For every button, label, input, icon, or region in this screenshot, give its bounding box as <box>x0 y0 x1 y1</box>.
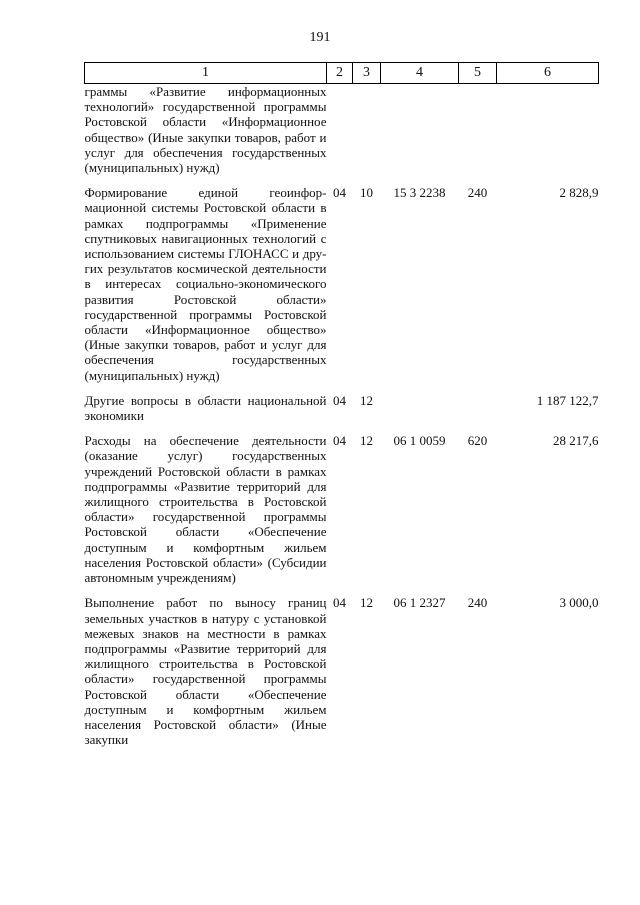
row-target-article <box>381 84 459 176</box>
row-description: Расходы на обеспечение деятельности (оказание услуг) государственных учреждений Ростовской области в рамках подпрограммы «Развитие территорий для жилищного строительства в Ростовской области» государственной программы Ростовской области «Обеспечение доступным и комфортным жильем населения Ростовской области» (Субсидии автономным учреждениям) <box>84 433 327 586</box>
table-header-row <box>85 63 599 84</box>
row-amount: 2 828,9 <box>559 185 599 201</box>
row-amount: 1 187 122,7 <box>536 392 599 408</box>
row-description: граммы «Развитие информационных технологий» государственной программы Ростовской области «Информационное общество» (Иные закупки товаров, работ и услуг для обеспечения государственных (муниципальных) нужд) <box>84 84 327 176</box>
row-section: 04 <box>333 392 346 408</box>
table-row <box>85 175 599 383</box>
row-target-article: 06 1 2327 <box>393 595 446 611</box>
row-subsection: 12 <box>360 392 373 408</box>
header-col-2: 2 <box>327 63 353 84</box>
header-col-6: 6 <box>497 63 599 84</box>
budget-table <box>84 62 599 747</box>
row-target-article: 06 1 0059 <box>393 433 446 449</box>
row-description: Формирование единой геоинформационной системы Ростовской области в рамках подпрограммы «Применение спутниковых навигационных технологий с использованием системы ГЛОНАСС и других результатов космической деятельности в интересах социально-экономического развития Ростовской области» государственной программы Ростовской области «Информационное общество» (Иные закупки товаров, работ и услуг для обеспечения государственных (муниципальных) нужд) <box>84 185 327 383</box>
row-section <box>327 84 353 176</box>
table-row <box>85 383 599 423</box>
row-subsection: 12 <box>360 595 373 611</box>
row-expense-type: 620 <box>467 433 488 449</box>
header-col-3: 3 <box>353 63 381 84</box>
row-description: Другие вопросы в области национальной экономики <box>84 392 327 424</box>
row-amount: 3 000,0 <box>559 595 599 611</box>
table-row <box>85 585 599 747</box>
row-section: 04 <box>333 595 346 611</box>
row-subsection: 10 <box>360 185 373 201</box>
row-section: 04 <box>333 433 346 449</box>
row-subsection <box>353 84 381 176</box>
row-description: Выполнение работ по выносу границ земельных участков в натуру с установкой межевых знаков на местности в рамках подпрограммы «Развитие территорий для жилищного строительства в Ростовской области» государственной программы Ростовской области «Обеспечение доступным и комфортным жильем населения Ростовской области» (Иные закупки <box>84 595 327 748</box>
page-number: 191 <box>309 30 331 45</box>
header-col-1: 1 <box>85 63 327 84</box>
table-row <box>85 84 599 176</box>
row-target-article: 15 3 2238 <box>393 185 446 201</box>
row-expense-type: 240 <box>467 185 488 201</box>
header-col-4: 4 <box>381 63 459 84</box>
row-target-article <box>381 383 459 423</box>
row-section: 04 <box>333 185 346 201</box>
row-expense-type: 240 <box>467 595 488 611</box>
row-expense-type <box>459 383 497 423</box>
row-subsection: 12 <box>360 433 373 449</box>
row-expense-type <box>459 84 497 176</box>
row-amount: 28 217,6 <box>553 433 599 449</box>
row-amount <box>497 84 599 176</box>
table-row <box>85 423 599 585</box>
header-col-5: 5 <box>459 63 497 84</box>
